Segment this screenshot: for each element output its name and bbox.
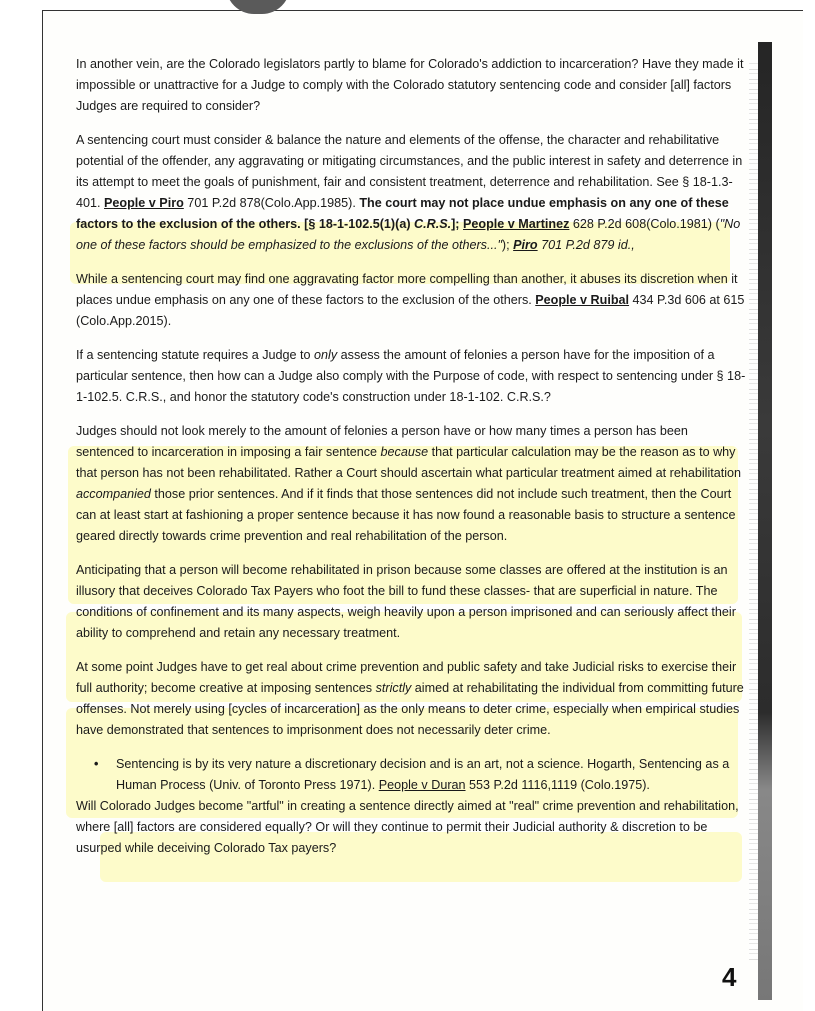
- paragraph-sentencing-court: A sentencing court must consider & balance the nature and elements of the offense, the character and rehabilitative potential of the offender, any aggravating or mitigating circumstances, and the public interest in safety and deterrence in its attempt to meet the goals of punishment, fair and consistent treatment, deterrence and rehabilitation. See § 18-1.3-401. People v Piro 701 P.2d 878(Colo.App.1985). The court may not place undue emphasis on any one of these factors to the exclusion of the others. [§ 18-1-102.5(1)(a) C.R.S.]; People v Martinez 628 P.2d 608(Colo.1981) ("No one of these factors should be emphasized to the exclusions of the others..."); Piro 701 P.2d 879 id.,: [76, 133, 743, 252]
- paragraph-closing-question: Will Colorado Judges become "artful" in creating a sentence directly aimed at "real" crime prevention and rehabilitation, where [all] factors are considered equally? Or will they continue to permit their Judicial authority & discretion to be usurped while deceiving Colorado Tax payers?: [76, 799, 739, 855]
- paragraph-sentencing-statute: If a sentencing statute requires a Judge to only assess the amount of felonies a person have for the imposition of a particular sentence, then how can a Judge also comply with the Purpose of code, with respect to sentencing under § 18-1-102.5. C.R.S., and honor the statutory code's construction under 18-1-102. C.R.S.?: [76, 348, 746, 404]
- paragraph-rehabilitation-prison: Anticipating that a person will become rehabilitated in prison because some classes are offered at the institution is an illusory that deceives Colorado Tax Payers who foot the bill to fund these classes- that are superficial in nature. The conditions of confinement and its many aspects, weigh heavily upon a person imprisoned and can seriously affect their ability to comprehend and retain any necessary treatment.: [76, 563, 736, 640]
- document-body: [76, 54, 748, 872]
- scan-edge-shadow: [758, 42, 772, 1000]
- citation-people-v-duran: People v Duran: [378, 778, 466, 792]
- paragraph-aggravating-factor: While a sentencing court may find one aggravating factor more compelling than another, it abuses its discretion when it places undue emphasis on any one of these factors to the exclusion of the others. People v Ruibal 434 P.3d 606 at 615 (Colo.App.2015).: [76, 272, 745, 328]
- bullet-item: [76, 754, 748, 796]
- citation-people-v-piro: People v Piro: [104, 196, 184, 210]
- quotation: "No one of these factors should be emphasized to the exclusions of the others...": [76, 217, 741, 252]
- bullet-icon: •: [94, 757, 99, 771]
- paragraph-judicial-risks: At some point Judges have to get real about crime prevention and public safety and take Judicial risks to exercise their full authority; become creative at imposing sentences strictly aimed at rehabilitating the individual from committing future offenses. Not merely using [cycles of incarceration] as the only means to deter crime, especially when empirical studies have demonstrated that sentences to imprisonment does not necessarily deter crime.: [76, 660, 744, 737]
- citation-people-v-ruibal: People v Ruibal: [535, 293, 630, 307]
- paragraph-judges-felonies: Judges should not look merely to the amount of felonies a person have or how many times a person has been sentenced to incarceration in imposing a fair sentence because that particular calculation may be the reason as to why that person has not been rehabilitated. Rather a Court should ascertain what particular treatment aimed at rehabilitation accompanied those prior sentences. And if it finds that those sentences did not include such treatment, then the Court can at least start at fashioning a proper sentence because it has now found a reasonable basis to structure a sentence geared directly towards crime prevention and real rehabilitation of the person.: [76, 424, 742, 543]
- citation-piro: Piro: [513, 238, 538, 252]
- paragraph-legislators: In another vein, are the Colorado legislators partly to blame for Colorado's addiction to incarceration? Have they made it impossible or unattractive for a Judge to comply with the Colorado statutory sentencing code and consider [all] factors Judges are required to consider?: [76, 57, 744, 113]
- page-number: 4: [722, 962, 737, 992]
- bullet-text: Sentencing is by its very nature a discretionary decision and is an art, not a science. Hogarth, Sentencing as a Human Process (Univ. of Toronto Press 1971). People v Duran 553 P.2d 1116,1119 (Colo.1975).: [116, 757, 730, 792]
- citation-people-v-martinez: People v Martinez: [463, 217, 570, 231]
